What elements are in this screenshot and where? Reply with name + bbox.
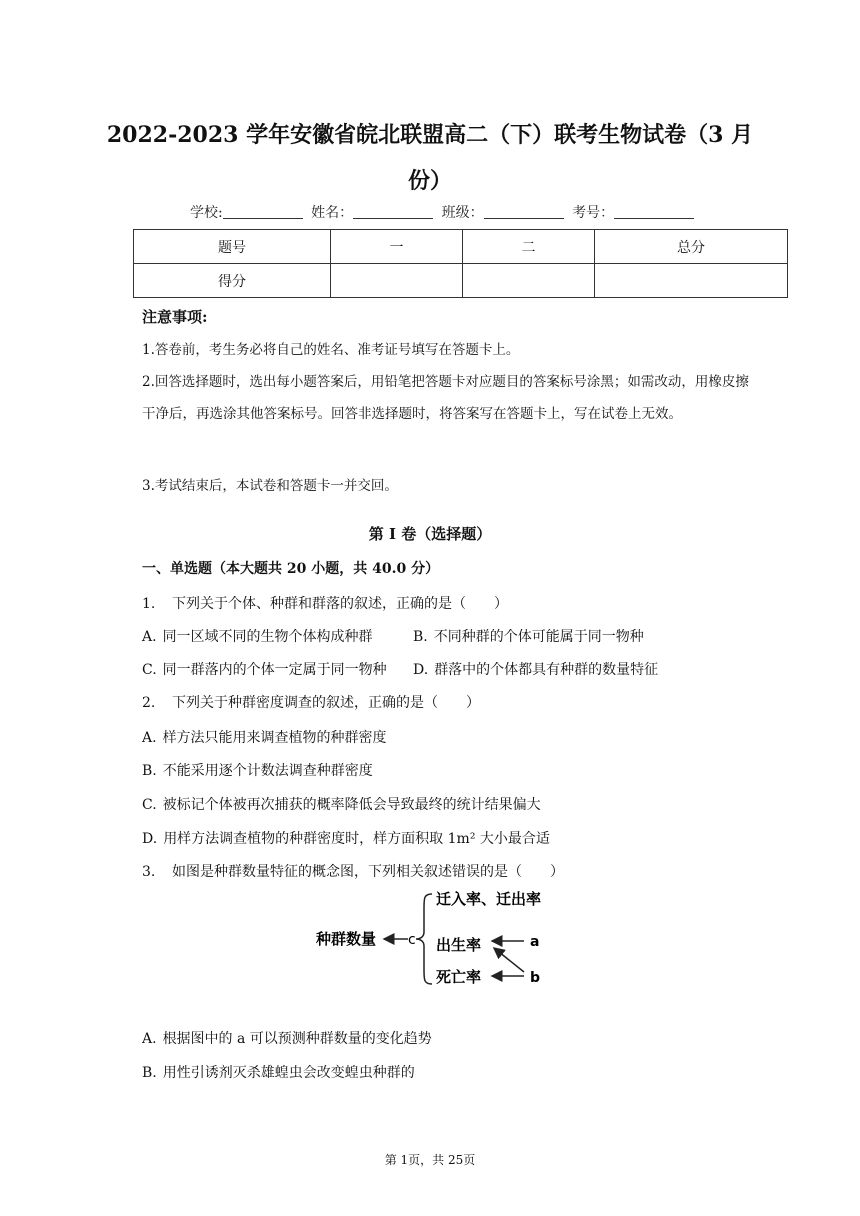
section-heading: 第 I 卷（选择题） — [368, 525, 492, 543]
score-table — [133, 229, 788, 298]
question-number: 3. — [142, 864, 156, 880]
migration-label: 迁入率、迁出率 — [436, 890, 542, 908]
question-stem: 如图是种群数量特征的概念图，下列相关叙述错误的是（ ） — [172, 864, 564, 880]
notice-item-2: 2.回答选择题时，选出每小题答案后，用铅笔把答题卡对应题目的答案标号涂黑；如需改动，用橡皮擦干净后，再选涂其他答案标号。回答非选择题时，将答案写在答题卡上，写在试卷上无效。 — [142, 374, 749, 422]
exam-number-blank — [614, 204, 694, 219]
table-cell: 一 — [331, 230, 463, 264]
student-info-line — [190, 202, 698, 222]
exam-number-label: 考号： — [572, 205, 615, 221]
option-2b: B. 不能采用逐个计数法调查种群密度 — [142, 763, 373, 779]
school-label: 学校: — [190, 205, 223, 221]
title-line-1: 2022-2023 学年安徽省皖北联盟高二（下）联考生物试卷（3 月 — [106, 122, 754, 148]
birth-rate-label: 出生率 — [436, 936, 482, 954]
question-2 — [142, 693, 480, 713]
notice-title: 注意事项: — [142, 308, 208, 326]
notice-item-3: 3.考试结束后，本试卷和答题卡一并交回。 — [142, 478, 398, 494]
population-label: 种群数量 — [316, 930, 377, 948]
question-type-heading: 一、单选题（本大题共 20 小题，共 40.0 分） — [142, 561, 440, 577]
score-table-score-row — [134, 264, 788, 298]
arrow-b-to-birth — [494, 948, 524, 972]
option-1a: A. 同一区域不同的生物个体构成种群 — [142, 629, 373, 645]
option-2d: D. 用样方法调查植物的种群密度时，样方面积取 1m² 大小最合适 — [142, 831, 550, 847]
population-feature-diagram — [312, 888, 552, 992]
option-1d: D. 群落中的个体都具有种群的数量特征 — [413, 662, 659, 678]
table-cell: 得分 — [134, 264, 331, 298]
question-stem: 下列关于个体、种群和群落的叙述，正确的是（ ） — [172, 596, 508, 612]
table-cell — [463, 264, 595, 298]
school-blank — [223, 204, 303, 219]
brace — [416, 894, 432, 984]
name-blank — [353, 204, 433, 219]
table-cell — [331, 264, 463, 298]
question-3 — [142, 862, 564, 882]
class-label: 班级： — [441, 205, 484, 221]
question-number: 1. — [142, 596, 156, 612]
b-label: b — [530, 970, 541, 986]
question-stem: 下列关于种群密度调查的叙述，正确的是（ ） — [172, 695, 480, 711]
death-rate-label: 死亡率 — [436, 968, 482, 986]
c-label: c — [408, 932, 416, 948]
option-3b: B. 用性引诱剂灭杀雄蝗虫会改变蝗虫种群的 — [142, 1065, 415, 1081]
question-1 — [142, 594, 508, 614]
title-line-2: 份） — [407, 168, 452, 194]
table-cell: 二 — [463, 230, 595, 264]
option-1c: C. 同一群落内的个体一定属于同一物种 — [142, 662, 387, 678]
page-footer: 第 1页，共 25页 — [384, 1153, 476, 1167]
class-blank — [484, 204, 564, 219]
score-table-header-row — [134, 230, 788, 264]
name-label: 姓名： — [311, 205, 354, 221]
option-2c: C. 被标记个体被再次捕获的概率降低会导致最终的统计结果偏大 — [142, 797, 541, 813]
table-cell — [595, 264, 788, 298]
notice-item-1: 1.答卷前，考生务必将自己的姓名、准考证号填写在答题卡上。 — [142, 342, 520, 358]
table-cell: 题号 — [134, 230, 331, 264]
option-3a: A. 根据图中的 a 可以预测种群数量的变化趋势 — [142, 1031, 432, 1047]
a-label: a — [530, 934, 540, 950]
table-cell: 总分 — [595, 230, 788, 264]
exam-title — [100, 112, 760, 204]
option-2a: A. 样方法只能用来调查植物的种群密度 — [142, 730, 387, 746]
question-number: 2. — [142, 695, 156, 711]
option-1b: B. 不同种群的个体可能属于同一物种 — [413, 629, 644, 645]
